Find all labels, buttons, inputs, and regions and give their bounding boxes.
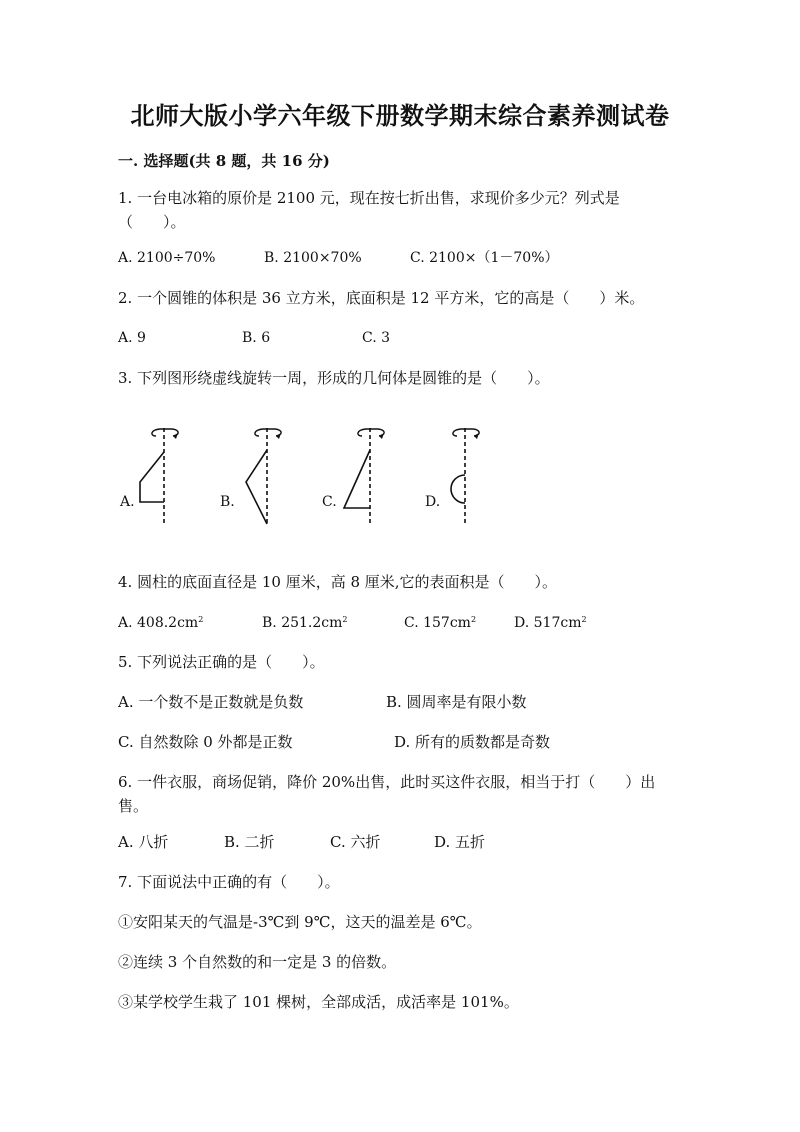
page-title: 北师大版小学六年级下册数学期末综合素养测试卷	[130, 101, 670, 130]
q1-option-c: C. 2100×（1－70%）	[410, 250, 559, 266]
rotation-figures-svg	[118, 422, 518, 532]
q7-statement-3: ③某学校学生栽了 101 棵树，全部成活，成活率是 101%。	[118, 993, 519, 1011]
figure-a	[140, 428, 178, 524]
q3-option-b: B.	[220, 494, 235, 510]
section-heading: 一. 选择题(共 8 题，共 16 分)	[118, 152, 330, 170]
q2-option-b: B. 6	[242, 330, 271, 346]
q5-option-d: D. 所有的质数都是奇数	[394, 733, 551, 751]
question-3: 3. 下列图形绕虚线旋转一周，形成的几何体是圆锥的是（ ）。	[118, 369, 550, 387]
question-4: 4. 圆柱的底面直径是 10 厘米，高 8 厘米,它的表面积是（ ）。	[118, 573, 558, 591]
q3-option-c: C.	[322, 494, 337, 510]
q3-option-d: D.	[425, 494, 441, 510]
question-2: 2. 一个圆锥的体积是 36 立方米，底面积是 12 平方米，它的高是（ ）米。	[118, 289, 645, 307]
q6-option-b: B. 二折	[224, 833, 275, 851]
q7-statement-2: ②连续 3 个自然数的和一定是 3 的倍数。	[118, 953, 397, 971]
q6-option-c: C. 六折	[330, 833, 381, 851]
q7-statement-1: ①安阳某天的气温是-3℃到 9℃，这天的温差是 6℃。	[118, 913, 482, 931]
q5-option-c: C. 自然数除 0 外都是正数	[118, 733, 293, 751]
q4-option-c: C. $157cm^2$	[404, 615, 477, 631]
rotation-figures	[118, 422, 518, 536]
q4-option-d: D. $517cm^2$	[514, 615, 587, 631]
q3-option-a: A.	[120, 494, 135, 510]
question-1: 1. 一台电冰箱的原价是 2100 元，现在按七折出售，求现价多少元？列式是（ ）。	[118, 189, 620, 231]
question-7: 7. 下面说法中正确的有（ ）。	[118, 873, 340, 891]
figure-d	[451, 428, 479, 524]
q5-option-b: B. 圆周率是有限小数	[386, 693, 527, 711]
q2-option-c: C. 3	[362, 330, 391, 346]
q1-option-a: A. 2100÷70%	[118, 250, 216, 266]
question-5: 5. 下列说法正确的是（ ）。	[118, 653, 325, 671]
figure-c	[344, 428, 384, 524]
q1-option-b: B. 2100×70%	[264, 250, 362, 266]
q2-option-a: A. 9	[118, 330, 146, 346]
q4-option-b: B. $251.2cm^2$	[262, 615, 348, 631]
q6-option-a: A. 八折	[118, 833, 169, 851]
figure-b	[246, 428, 281, 524]
q4-option-a: A. $408.2cm^2$	[118, 615, 204, 631]
question-6: 6. 一件衣服，商场促销，降价 20%出售，此时买这件衣服，相当于打（ ）出售。	[118, 773, 656, 815]
q5-option-a: A. 一个数不是正数就是负数	[118, 693, 304, 711]
q6-option-d: D. 五折	[434, 833, 486, 851]
